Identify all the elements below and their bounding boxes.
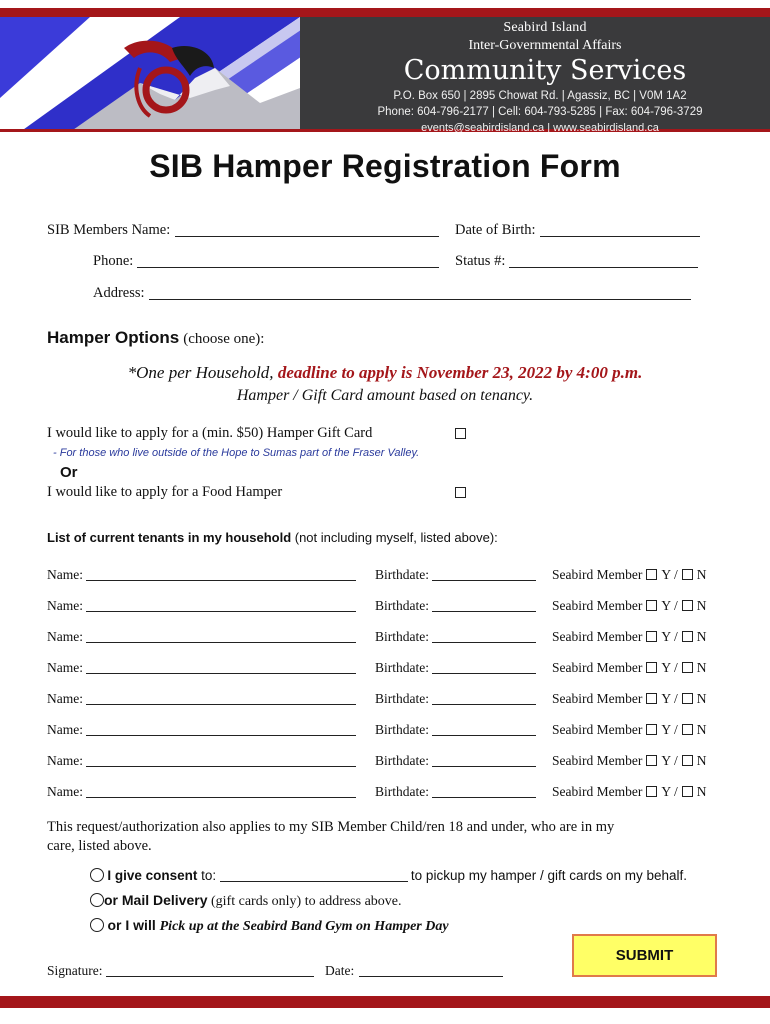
tenant-name-field[interactable]: [86, 611, 356, 612]
tenant-member-label: Seabird Member Y / N: [552, 722, 707, 737]
dob-label: Date of Birth:: [455, 222, 536, 238]
tenant-birthdate-label: Birthdate:: [375, 629, 429, 644]
submit-button[interactable]: SUBMIT: [572, 934, 717, 977]
tenant-row: [0, 691, 770, 711]
date-field[interactable]: [359, 976, 503, 977]
food-hamper-checkbox[interactable]: [455, 487, 466, 498]
org-address: P.O. Box 650 | 2895 Chowat Rd. | Agassiz, BC | V0M 1A2: [393, 90, 687, 102]
tenant-member-label: Seabird Member Y / N: [552, 784, 707, 799]
tenant-member-label: Seabird Member Y / N: [552, 691, 707, 706]
tenant-birthdate-field[interactable]: [432, 611, 536, 612]
tenant-birthdate-label: Birthdate:: [375, 660, 429, 675]
tenant-name-field[interactable]: [86, 797, 356, 798]
tenant-birthdate-label: Birthdate:: [375, 567, 429, 582]
member-no-checkbox[interactable]: [682, 631, 693, 642]
tenants-heading: List of current tenants in my household (not including myself, listed above):: [47, 530, 498, 545]
tenant-name-label: Name:: [47, 753, 83, 768]
giftcard-note: - For those who live outside of the Hope to Sumas part of the Fraser Valley.: [53, 447, 420, 459]
or-label: Or: [60, 464, 78, 481]
org-division: Community Services: [403, 55, 687, 86]
member-no-checkbox[interactable]: [682, 600, 693, 611]
tenant-birthdate-field[interactable]: [432, 766, 536, 767]
consent-paragraph-line2: care, listed above.: [47, 838, 152, 854]
page-title: SIB Hamper Registration Form: [149, 148, 621, 184]
tenant-birthdate-field[interactable]: [432, 580, 536, 581]
tenant-row: [0, 598, 770, 618]
signature-field[interactable]: [106, 976, 314, 977]
tenant-member-label: Seabird Member Y / N: [552, 660, 707, 675]
tenant-name-field[interactable]: [86, 580, 356, 581]
consent-option-mail: or Mail Delivery (gift cards only) to address above.: [90, 892, 402, 910]
tenant-birthdate-field[interactable]: [432, 704, 536, 705]
org-phones: Phone: 604-796-2177 | Cell: 604-793-5285 | Fax: 604-796-3729: [377, 106, 703, 118]
date-label: Date:: [325, 963, 355, 978]
tenant-birthdate-label: Birthdate:: [375, 722, 429, 737]
tenant-row: [0, 629, 770, 649]
tenant-name-field[interactable]: [86, 642, 356, 643]
deadline-line: *One per Household, deadline to apply is November 23, 2022 by 4:00 p.m.: [127, 363, 643, 382]
member-no-checkbox[interactable]: [682, 724, 693, 735]
food-option-label: I would like to apply for a Food Hamper: [47, 484, 283, 500]
tenant-name-label: Name:: [47, 629, 83, 644]
gym-pickup-radio[interactable]: [90, 918, 104, 932]
status-field[interactable]: [509, 267, 698, 268]
member-yes-checkbox[interactable]: [646, 662, 657, 673]
hamper-options-heading: Hamper Options (choose one):: [47, 328, 265, 347]
member-no-checkbox[interactable]: [682, 569, 693, 580]
dob-field[interactable]: [540, 236, 700, 237]
tenant-name-label: Name:: [47, 722, 83, 737]
tenant-row: [0, 660, 770, 680]
mail-delivery-radio[interactable]: [90, 893, 104, 907]
tenant-birthdate-label: Birthdate:: [375, 753, 429, 768]
tenant-name-field[interactable]: [86, 766, 356, 767]
member-yes-checkbox[interactable]: [646, 693, 657, 704]
seabird-logo: [110, 28, 220, 123]
org-contact: events@seabirdisland.ca | www.seabirdisland.ca: [421, 122, 659, 132]
tenant-member-label: Seabird Member Y / N: [552, 567, 707, 582]
tenant-row: [0, 567, 770, 587]
consent-person-field[interactable]: [220, 881, 408, 882]
tenant-name-label: Name:: [47, 567, 83, 582]
org-department: Inter-Governmental Affairs: [468, 38, 622, 53]
member-no-checkbox[interactable]: [682, 693, 693, 704]
members-name-label: SIB Members Name:: [47, 222, 171, 238]
footer-bar: [0, 996, 770, 1008]
tenant-birthdate-label: Birthdate:: [375, 784, 429, 799]
tenant-birthdate-field[interactable]: [432, 797, 536, 798]
consent-radio[interactable]: [90, 868, 104, 882]
tenant-name-label: Name:: [47, 660, 83, 675]
address-field[interactable]: [149, 299, 691, 300]
tenant-row: [0, 784, 770, 804]
status-label: Status #:: [455, 253, 506, 269]
member-yes-checkbox[interactable]: [646, 786, 657, 797]
tenant-birthdate-label: Birthdate:: [375, 598, 429, 613]
address-label: Address:: [93, 285, 145, 301]
phone-field[interactable]: [137, 267, 439, 268]
tenant-member-label: Seabird Member Y / N: [552, 753, 707, 768]
giftcard-checkbox[interactable]: [455, 428, 466, 439]
consent-option-pickup: I give consent to: to pickup my hamper / gift cards on my behalf.: [90, 868, 687, 884]
tenant-name-field[interactable]: [86, 673, 356, 674]
member-yes-checkbox[interactable]: [646, 600, 657, 611]
member-yes-checkbox[interactable]: [646, 631, 657, 642]
tenant-birthdate-label: Birthdate:: [375, 691, 429, 706]
consent-paragraph-line1: This request/authorization also applies to my SIB Member Child/ren 18 and under, who are in my: [47, 819, 615, 835]
tenant-birthdate-field[interactable]: [432, 642, 536, 643]
tenant-row: [0, 722, 770, 742]
letterhead: [0, 8, 770, 132]
org-name: Seabird Island: [503, 20, 587, 35]
member-yes-checkbox[interactable]: [646, 569, 657, 580]
tenant-name-label: Name:: [47, 691, 83, 706]
members-name-field[interactable]: [175, 236, 439, 237]
member-no-checkbox[interactable]: [682, 755, 693, 766]
consent-option-gym: or I will Pick up at the Seabird Band Gym on Hamper Day: [90, 917, 449, 935]
phone-label: Phone:: [93, 253, 134, 269]
member-yes-checkbox[interactable]: [646, 755, 657, 766]
giftcard-option-label: I would like to apply for a (min. $50) Hamper Gift Card: [47, 425, 373, 441]
member-no-checkbox[interactable]: [682, 786, 693, 797]
tenant-name-field[interactable]: [86, 704, 356, 705]
tenant-row: [0, 753, 770, 773]
tenant-member-label: Seabird Member Y / N: [552, 598, 707, 613]
tenant-birthdate-field[interactable]: [432, 735, 536, 736]
tenancy-note: Hamper / Gift Card amount based on tenancy.: [236, 387, 534, 404]
tenant-member-label: Seabird Member Y / N: [552, 629, 707, 644]
tenant-name-label: Name:: [47, 784, 83, 799]
tenant-name-label: Name:: [47, 598, 83, 613]
tenant-birthdate-field[interactable]: [432, 673, 536, 674]
signature-label: Signature:: [47, 963, 103, 978]
member-no-checkbox[interactable]: [682, 662, 693, 673]
member-yes-checkbox[interactable]: [646, 724, 657, 735]
tenant-name-field[interactable]: [86, 735, 356, 736]
